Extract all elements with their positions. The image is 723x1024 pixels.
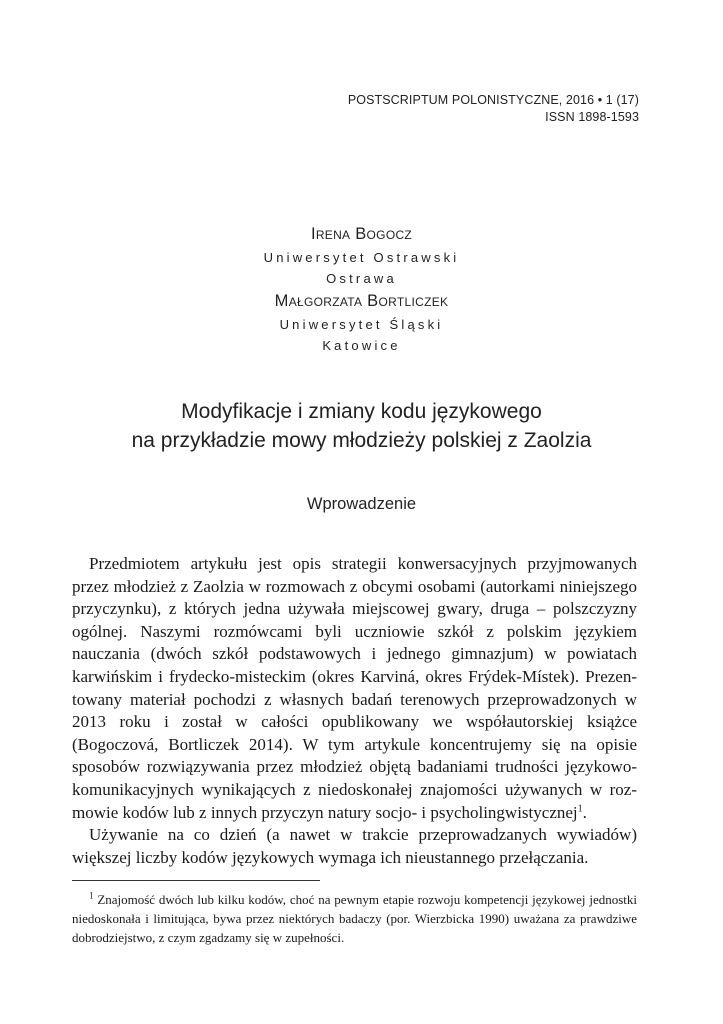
- author-city: Ostrawa: [326, 271, 397, 286]
- paragraph-end: .: [582, 802, 587, 822]
- author-city: Katowice: [322, 338, 401, 353]
- author-university: Uniwersytet Ostrawski: [263, 250, 460, 265]
- journal-header: [348, 92, 639, 126]
- footnote-reference[interactable]: 1: [577, 802, 583, 814]
- article-title: [0, 397, 723, 455]
- title-line: na przykładzie mowy młodzieży polskiej z Zaolzia: [131, 429, 592, 452]
- journal-name: POSTSCRIPTUM POLONISTYCZNE, 2016 • 1 (17): [347, 93, 639, 107]
- article-body: [72, 553, 637, 869]
- author-name: Małgorzata Bortliczek: [274, 292, 449, 310]
- paragraph: [72, 824, 637, 869]
- footnote-mark: 1: [89, 890, 94, 901]
- paragraph-text: Przedmiotem artykułu jest opis strategii konwersacyjnych przyjmowanych przez młodzież z Zaolzia w rozmowach z obcymi osobami (autorkami niniejszego przyczynku), z których jedna używała miejscowej gwary, druga – polszczyzny ogólnej. Naszymi rozmówcami byli uczniowie szkół z polskim językiem nauczania (dwóch szkół podstawowych i jednego gimnazjum) w powiatach karwińskim i frydecko-misteckim (okres Karviná, okres Frýdek-Místek). Prezentowany materiał pochodzi z własnych badań terenowych przeprowadzonych w 2013 roku i został w całości opublikowany we współautorskiej książce (Bogoczová, Bortliczek 2014). W tym artykule koncentrujemy się na opisie sposobów rozwiązywania przez młodzież objętą badaniami trudności językowo-komunikacyjnych wynikających z niedoskonałej znajomości używanych w rozmowie kodów lub z innych przyczyn natury socjo- i psycholingwistycznej: [72, 554, 637, 822]
- footnote-divider: [72, 880, 320, 881]
- section-heading: Wprowadzenie: [306, 495, 417, 513]
- title-line: Modyfikacje i zmiany kodu językowego: [181, 400, 542, 423]
- author-university: Uniwersytet Śląski: [279, 317, 444, 332]
- footnote-text: Znajomość dwóch lub kilku kodów, choć na pewnym etapie rozwoju kompetencji językowej jednostki niedoskonała i limitująca, bywa przez niektórych badaczy (por. Wierzbicka 1990) uważana za prawdziwe dobrodziejstwo, z czym zgadzamy się w zupełności.: [72, 892, 638, 945]
- paragraph-text: Używanie na co dzień (a nawet w trakcie przeprowadzanych wywiadów) większej liczby kodów językowych wymaga ich nieustannego przełączania.: [72, 825, 637, 867]
- issn: ISSN 1898-1593: [545, 110, 639, 124]
- footnote: [72, 890, 637, 947]
- author-name: Irena Bogocz: [310, 225, 413, 243]
- paragraph: [72, 553, 637, 824]
- author-block: [0, 222, 723, 356]
